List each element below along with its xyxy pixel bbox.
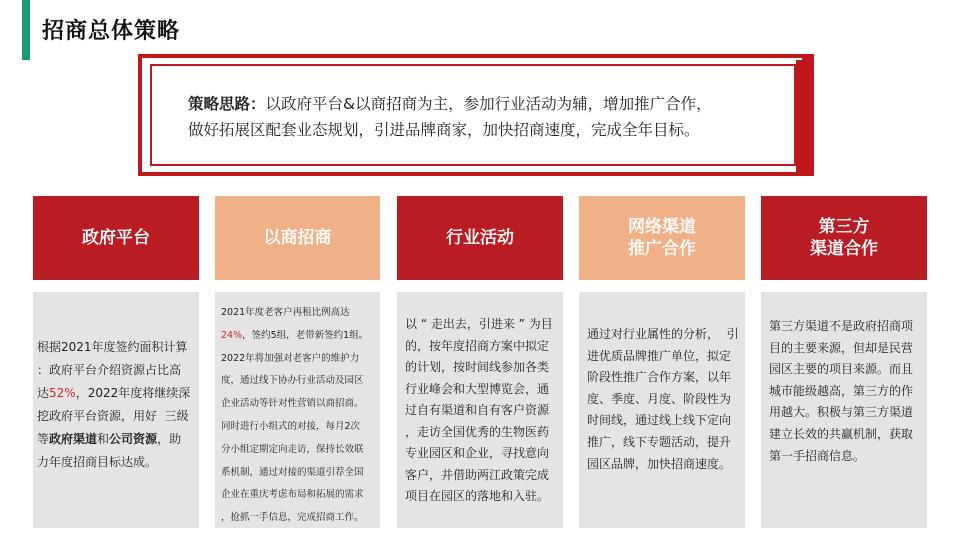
strategy-line-1: 策略思路：以政府平台&以商招商为主，参加行业活动为辅，增加推广合作， xyxy=(188,95,712,113)
column-header-business: 以商招商 xyxy=(215,196,380,280)
strategy-box-corner xyxy=(796,60,814,172)
column-card-government: 根据2021年度签约面积计算 ：政府平台介绍资源占比高 达52%，2022年度将继续深 挖政府平台资源，用好 三级 等政府渠道和公司资源，助 力年度招商目标达成。 xyxy=(33,292,199,528)
strategy-line-2: 做好拓展区配套业态规划，引进品牌商家，加快招商速度，完成全年目标。 xyxy=(188,121,700,139)
column-card-third-party: 第三方渠道不是政府招商项 目的主要来源，但却是民营 园区主要的项目来源。而且 城市能级越高，第三方的作 用越大。积极与第三方渠道 建立长效的共赢机制，获取 第一手招商信息。 xyxy=(761,292,927,528)
title-accent-bar xyxy=(22,0,30,60)
column-card-online: 通过对行业属性的分析， 引 进优质品牌推广单位，拟定 阶段性推广合作方案，以年 度、季度、月度、阶段性为 时间线，通过线上线下定向 推广，线下专题活动，提升 园区品牌，加快招商速度。 xyxy=(579,292,745,528)
column-header-government: 政府平台 xyxy=(33,196,199,280)
column-header-third-party: 第三方 渠道合作 xyxy=(761,196,927,280)
strategy-text xyxy=(188,91,788,143)
strategy-label: 策略思路： xyxy=(188,95,266,113)
column-header-industry: 行业活动 xyxy=(397,196,563,280)
page-title: 招商总体策略 xyxy=(42,19,181,44)
column-card-business: 2021年度老客户再租比例高达 24%，签约5组，老带新签约1组。 2022年将加强对老客户的维护力 度，通过线下协办行业活动及园区 企业活动等针对性营销以商招商。 同时进行小组式的对接，每月2次 分小组定期定向走访，保持长效联 系机制，通过对接的渠道引荐全国 企业在重庆考虑布局和拓展的需求 ，抢抓一手信息，完成招商工作。 xyxy=(215,292,380,528)
column-header-online: 网络渠道 推广合作 xyxy=(579,196,745,280)
column-card-industry: 以 “ 走出去，引进来 ” 为目 的，按年度招商方案中拟定 的计划，按时间线参加各类 行业峰会和大型博览会，通 过自有渠道和自有客户资源 ，走访全国优秀的生物医药 专业园区和企业，寻找意向 客户，并借助两江政策完成 项目在园区的落地和入驻。 xyxy=(397,292,563,528)
